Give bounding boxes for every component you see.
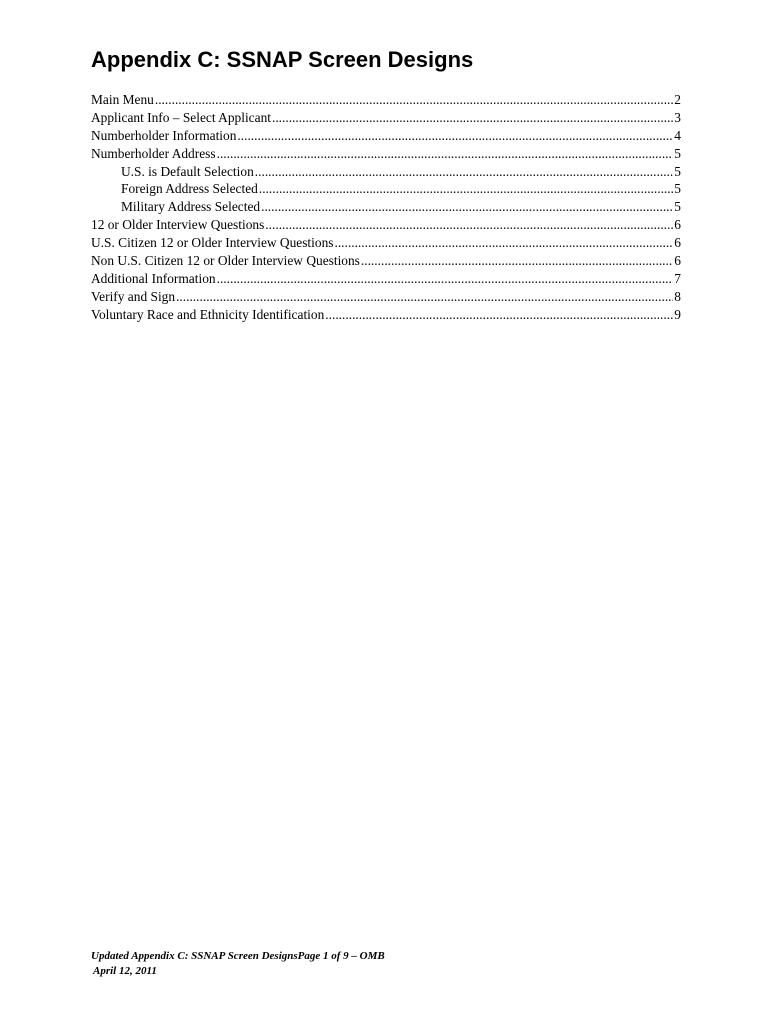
toc-entry-label: Numberholder Address	[91, 145, 216, 161]
dot-leader	[265, 216, 673, 234]
toc-entry-page: 6	[674, 235, 681, 251]
toc-entry-page: 7	[674, 270, 681, 286]
toc-subentry[interactable]	[91, 163, 681, 181]
dot-leader	[237, 127, 673, 145]
dot-leader	[334, 234, 673, 252]
toc-entry-page: 8	[674, 288, 681, 304]
dot-leader	[176, 288, 673, 306]
toc-entry[interactable]	[91, 288, 681, 306]
toc-entry-label: Verify and Sign	[91, 288, 176, 304]
toc-entry-label: Non U.S. Citizen 12 or Older Interview Questions	[91, 253, 360, 269]
toc-entry-page: 9	[674, 306, 681, 322]
toc-entry[interactable]	[91, 270, 681, 288]
toc-entry-page: 5	[674, 181, 681, 197]
toc-entry[interactable]	[91, 234, 681, 252]
toc-entry[interactable]	[91, 306, 681, 324]
toc-entry-page: 5	[674, 145, 681, 161]
page-title: Appendix C: SSNAP Screen Designs	[91, 47, 474, 72]
toc-entry[interactable]	[91, 91, 681, 109]
toc-entry-label: 12 or Older Interview Questions	[91, 217, 265, 233]
toc-entry[interactable]	[91, 216, 681, 234]
toc-entry-label: Additional Information	[91, 270, 216, 286]
toc-entry-label: Voluntary Race and Ethnicity Identification	[91, 306, 325, 322]
footer-date: April 12, 2011	[93, 965, 157, 977]
dot-leader	[217, 145, 674, 163]
toc-entry-label: Military Address Selected	[121, 199, 261, 215]
table-of-contents	[91, 91, 681, 324]
toc-entry[interactable]	[91, 127, 681, 145]
toc-entry-label: Foreign Address Selected	[121, 181, 258, 197]
toc-entry-page: 5	[674, 199, 681, 215]
dot-leader	[255, 163, 674, 181]
toc-subentry[interactable]	[91, 198, 681, 216]
dot-leader	[259, 180, 673, 198]
toc-entry-page: 2	[674, 92, 681, 107]
toc-entry-page: 6	[674, 217, 681, 233]
dot-leader	[261, 198, 673, 216]
footer-document-info: Updated Appendix C: SSNAP Screen DesignsPage 1 of 9 – OMB	[91, 950, 385, 962]
toc-entry[interactable]	[91, 252, 681, 270]
toc-entry-label: Numberholder Information	[91, 127, 237, 143]
toc-entry-label: Main Menu	[91, 92, 154, 107]
toc-entry[interactable]	[91, 145, 681, 163]
dot-leader	[155, 91, 673, 109]
toc-subentry[interactable]	[91, 180, 681, 198]
toc-entry-page: 3	[674, 109, 681, 125]
dot-leader	[217, 270, 674, 288]
toc-entry-page: 4	[674, 127, 681, 143]
toc-entry-page: 6	[674, 253, 681, 269]
page-footer	[91, 949, 385, 979]
dot-leader	[272, 109, 673, 127]
toc-entry-page: 5	[674, 163, 681, 179]
toc-entry-label: U.S. is Default Selection	[121, 163, 254, 179]
toc-entry-label: U.S. Citizen 12 or Older Interview Questions	[91, 235, 334, 251]
toc-entry-label: Applicant Info – Select Applicant	[91, 109, 271, 125]
toc-entry[interactable]	[91, 109, 681, 127]
dot-leader	[361, 252, 673, 270]
dot-leader	[325, 306, 673, 324]
